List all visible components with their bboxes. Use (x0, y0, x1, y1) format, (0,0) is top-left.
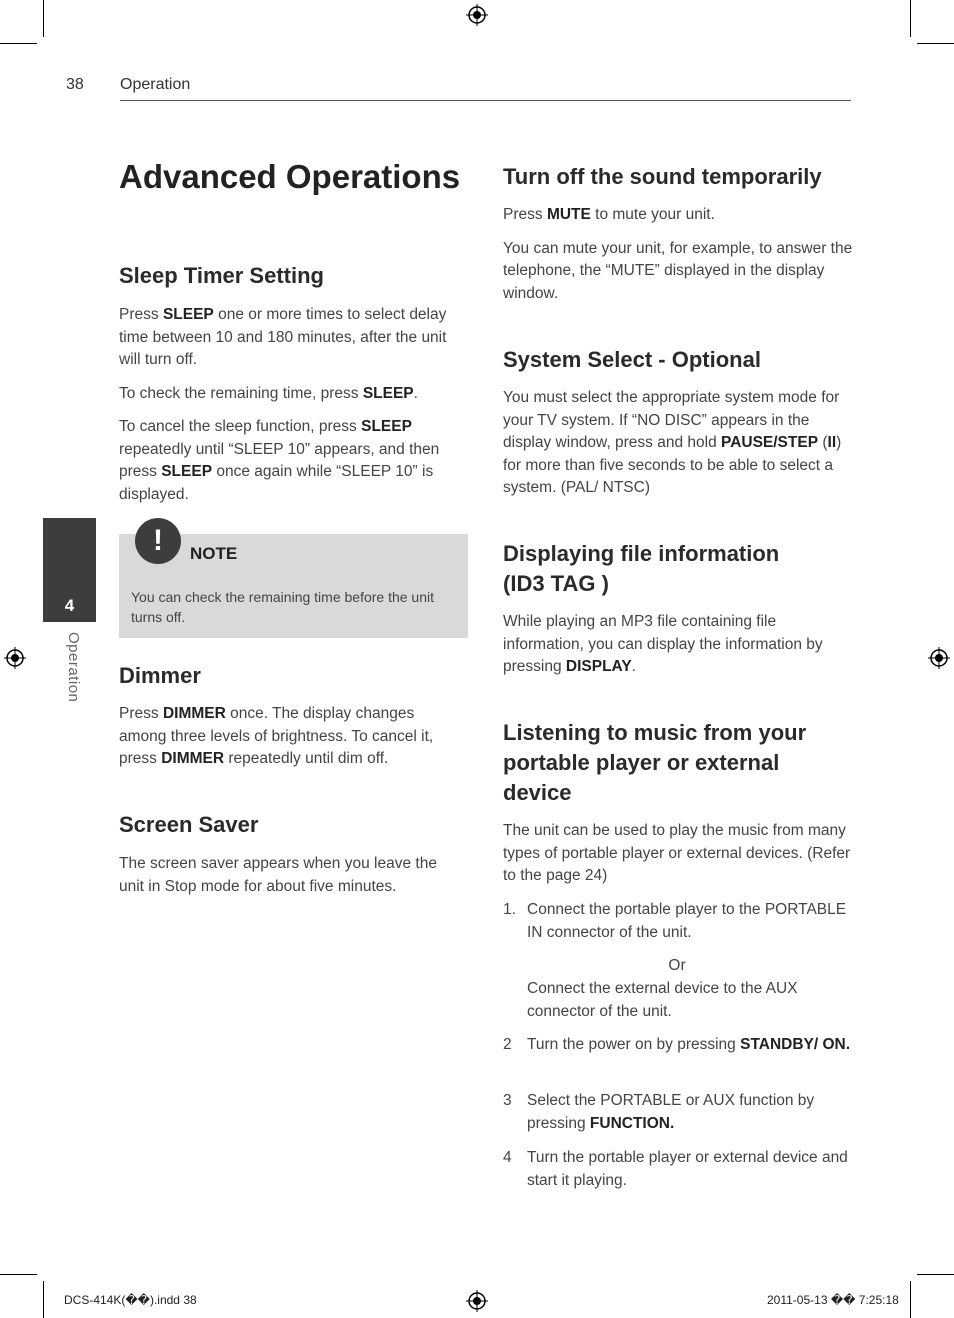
list-text: Turn the power on by pressing STANDBY/ ON. (527, 1036, 851, 1053)
paragraph: The unit can be used to play the music from many types of portable player or external devices. (Refer to the page 24) (503, 822, 851, 884)
paragraph: You must select the appropriate system mode for your TV system. If “NO DISC” appears in the display window, press and hold PAUSE/STEP (II) for more than five seconds to be able to select a system. (PAL/ NTSC) (503, 389, 842, 496)
crop-mark (917, 1274, 954, 1275)
registration-mark-icon (928, 647, 950, 669)
section-heading: System Select - Optional (503, 347, 761, 372)
crop-mark (43, 0, 44, 37)
exclamation-icon: ! (135, 518, 181, 564)
list-number: 1. (503, 901, 516, 918)
page-title: Advanced Operations (119, 158, 461, 195)
section-heading: Sleep Timer Setting (119, 263, 324, 288)
list-or: Or (668, 957, 686, 974)
page-number: 38 (66, 76, 84, 93)
crop-mark (910, 1281, 911, 1318)
section-heading: Listening to music from your portable player or external device (503, 720, 807, 805)
list-text: Connect the portable player to the PORTABLE IN connector of the unit. (527, 901, 847, 941)
list-text: Connect the external device to the AUX connector of the unit. (527, 980, 798, 1020)
list-number: 4 (503, 1149, 512, 1166)
crop-mark (0, 43, 37, 44)
footer-file-info: DCS-414K(��).indd 38 (64, 1293, 197, 1307)
mute-section (503, 162, 855, 305)
note-box (119, 524, 468, 638)
paragraph: You can mute your unit, for example, to answer the telephone, the “MUTE” displayed in the display window. (503, 239, 853, 302)
list-text: Select the PORTABLE or AUX function by pressing FUNCTION. (527, 1092, 815, 1132)
paragraph: Press SLEEP one or more times to select delay time between 10 and 180 minutes, after the unit will turn off. (119, 306, 447, 368)
note-text: You can check the remaining time before the unit turns off. (131, 589, 435, 625)
note-title: NOTE (190, 544, 238, 563)
pause-icon: II (827, 434, 837, 451)
header-rule (120, 100, 851, 101)
running-header: Operation (120, 76, 191, 93)
paragraph: To cancel the sleep function, press SLEEP repeatedly until “SLEEP 10” appears, and then press SLEEP once again while “SLEEP 10” is displayed. (119, 418, 440, 503)
paragraph: Press MUTE to mute your unit. (503, 206, 715, 223)
sleep-section (119, 261, 465, 506)
crop-mark (43, 1281, 44, 1318)
paragraph: To check the remaining time, press SLEEP. (119, 384, 418, 402)
registration-mark-icon (4, 647, 26, 669)
section-heading: Turn off the sound temporarily (503, 164, 822, 189)
chapter-number: 4 (64, 596, 75, 615)
chapter-label (64, 632, 84, 722)
crop-mark (917, 43, 954, 44)
portable-section (503, 718, 853, 888)
list-text: Turn the portable player or external device and start it playing. (527, 1149, 848, 1189)
paragraph: The screen saver appears when you leave the unit in Stop mode for about five minutes. (119, 855, 437, 895)
chapter-label-text: Operation (65, 632, 82, 703)
registration-mark-icon (466, 4, 488, 26)
screen-saver-section (119, 810, 465, 898)
system-select-section (503, 345, 853, 500)
list-number: 2 (503, 1036, 512, 1053)
dimmer-section (119, 661, 465, 771)
crop-mark (910, 0, 911, 37)
crop-mark (0, 1274, 37, 1275)
paragraph: Press DIMMER once. The display changes among three levels of brightness. To cancel it, press DIMMER repeatedly until dim off. (119, 705, 434, 767)
section-heading: Dimmer (119, 663, 201, 688)
section-heading: Displaying file information (ID3 TAG ) (503, 541, 780, 596)
chapter-tab (43, 518, 96, 622)
footer-timestamp: 2011-05-13 �� 7:25:18 (767, 1293, 899, 1307)
id3-section (503, 539, 853, 679)
paragraph: While playing an MP3 file containing file information, you can display the information by pressing DISPLAY. (503, 613, 823, 675)
list-number: 3 (503, 1092, 512, 1109)
registration-mark-icon (466, 1290, 488, 1312)
section-heading: Screen Saver (119, 812, 259, 837)
